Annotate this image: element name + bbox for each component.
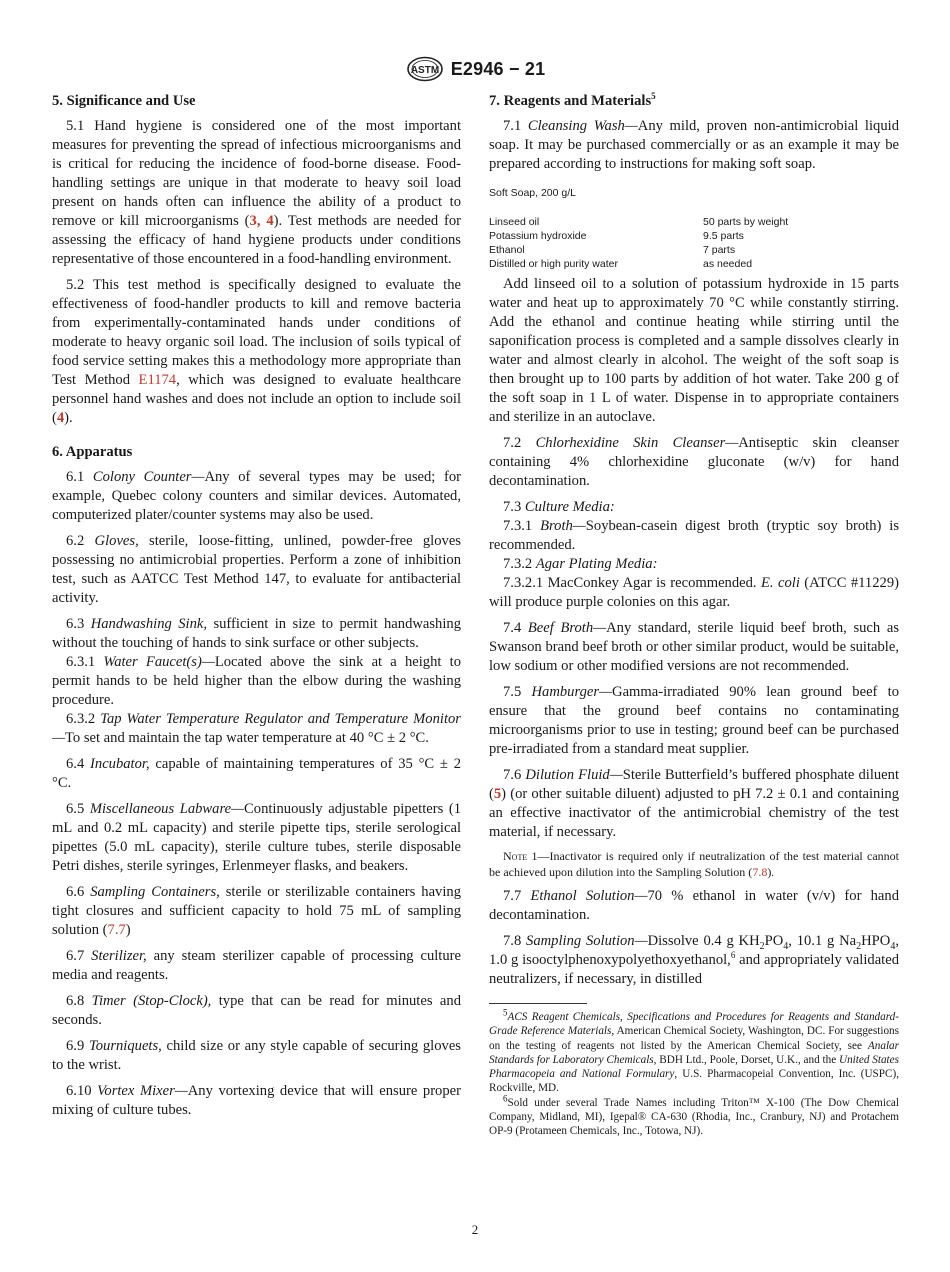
section-link-7-8[interactable]: 7.8 bbox=[752, 864, 768, 879]
paragraph-6-5: 6.5 Miscellaneous Labware—Continuously adjustable pipetters (1 mL and 0.2 mL capacity) and sterile pipette tips, sterile serological pipettes (5.0 mL capacity), sterile culture tubes, sterile disposable Petri dishes, sterile syringes, Erlenmeyer flasks, and beakers. bbox=[52, 801, 461, 874]
paragraph-5-2: 5.2 This test method is specifically designed to evaluate the effectiveness of food-handler products to kill and remove bacteria from experimentally-contaminated hands under conditions of moderate to heavy organic soil load. The inclusion of soils typical of food service setting makes this a methodology more appropriate than Test Method E1174, which was designed to evaluate healthcare personnel hand washes and does not include an option to include soil (4). bbox=[52, 277, 461, 426]
paragraph-7-5: 7.5 Hamburger—Gamma-irradiated 90% lean ground beef to ensure that the ground beef contains no contaminating microorganisms prior to use in testing; ground beef can be purchased pre-irradiated from a standard meat supplier. bbox=[489, 684, 899, 757]
formula-ingredient: Linseed oil bbox=[489, 216, 540, 228]
paragraph-7-1-continued: Add linseed oil to a solution of potassium hydroxide in 15 parts water and heat up to approximately 70 °C while constantly stirring. Add the ethanol and continue heating while stirring until the saponification process is completed and a sample dissolves clearly in water and almost clearly in alcohol. The weight of the soft soap is then brought up to 100 parts by addition of hot water. Take 200 g of the soft soap in 1 L of water. Dispense in to appropriate containers and sterilize in an autoclave. bbox=[489, 276, 899, 425]
footnote-divider bbox=[489, 1003, 587, 1004]
soft-soap-formula-table bbox=[489, 215, 899, 271]
formula-ingredient: Potassium hydroxide bbox=[489, 230, 587, 242]
footnote-5: $^5$ACS Reagent Chemicals, Specifications and Procedures for Reagents and Standard-Grade Reference Materials, American Chemical Society, Washington, DC. For suggestions on the testing of reagents not listed by the American Chemical Society, see Analar Standards for Laboratory Chemicals, BDH Ltd., Poole, Dorset, U.K., and the United States Pharmacopeia and National Formulary, U.S. Pharmacopeial Convention, Inc. (USPC), Rockville, MD. bbox=[489, 1007, 899, 1095]
formula-amount: as needed bbox=[703, 258, 753, 270]
paragraph-6-9: 6.9 Tourniquets, child size or any style capable of securing gloves to the wrist. bbox=[52, 1038, 461, 1073]
paragraph-7-8: 7.8 Sampling Solution—Dissolve 0.4 g $KH_2PO_4$, 10.1 g $Na_2HPO_4$, 1.0 g isooctylphenoxypolyethoxyethanol,$^6$ and appropriately validated neutralizers, if necessary, in distilled bbox=[489, 933, 899, 987]
paragraph-6-8: 6.8 Timer (Stop-Clock), type that can be read for minutes and seconds. bbox=[52, 993, 461, 1028]
left-column bbox=[52, 92, 461, 1120]
paragraph-7-4: 7.4 Beef Broth—Any standard, sterile liquid beef broth, such as Swanson brand beef broth or other similar product, would be suitable, low sodium or other modified versions are not recommended. bbox=[489, 620, 899, 674]
document-number: E2946 − 21 bbox=[450, 58, 546, 79]
section-5-heading: 5. Significance and Use bbox=[52, 93, 196, 109]
paragraph-6-3: 6.3 Handwashing Sink, sufficient in size to permit handwashing without the touching of hands to sink surface or other subjects. bbox=[52, 616, 462, 651]
formula-amount: 7 parts bbox=[703, 244, 736, 256]
paragraph-6-7: 6.7 Sterilizer, any steam sterilizer capable of processing culture media and reagents. bbox=[52, 948, 461, 983]
formula-row bbox=[489, 257, 899, 271]
paragraph-7-3-2-1: 7.3.2.1 MacConkey Agar is recommended. E. coli (ATCC #11229) will produce purple colonies on this agar. bbox=[489, 575, 899, 610]
paragraph-7-6: 7.6 Dilution Fluid—Sterile Butterfield’s buffered phosphate diluent (5) (or other suitable diluent) adjusted to pH 7.2 ± 0.1 and containing an effective inactivator of the antimicrobial chemistry of the test material, if necessary. bbox=[489, 767, 900, 840]
note-1: Note 1—Inactivator is required only if neutralization of the test material cannot be achieved upon dilution into the Sampling Solution (7.8). bbox=[489, 849, 899, 879]
formula-row bbox=[489, 243, 899, 257]
formula-title: Soft Soap, 200 g/L bbox=[489, 187, 576, 199]
paragraph-7-3-2: 7.3.2 Agar Plating Media: bbox=[503, 556, 658, 572]
reference-link[interactable]: 5 bbox=[493, 786, 502, 802]
paragraph-7-7: 7.7 Ethanol Solution—70 % ethanol in water (v/v) for hand decontamination. bbox=[489, 888, 899, 923]
paragraph-6-1: 6.1 Colony Counter—Any of several types may be used; for example, Quebec colony counters and similar devices. Automated, computerized plater/counter systems may also be used. bbox=[52, 469, 461, 523]
paragraph-7-1: 7.1 Cleansing Wash—Any mild, proven non-antimicrobial liquid soap. It may be purchased commercially or as an example it may be prepared according to instructions for making soft soap. bbox=[489, 118, 899, 172]
paragraph-6-6: 6.6 Sampling Containers, sterile or sterilizable containers having tight closures and sufficient capacity to hold 75 mL of sampling solution (7.7) bbox=[52, 884, 461, 938]
reference-link[interactable]: 3, 4 bbox=[249, 213, 274, 229]
paragraph-7-3: 7.3 Culture Media: bbox=[503, 499, 615, 515]
page-number: 2 bbox=[471, 1222, 479, 1237]
paragraph-7-3-1: 7.3.1 Broth—Soybean-casein digest broth (tryptic soy broth) is recommended. bbox=[489, 518, 900, 553]
footnote-6: $^6$Sold under several Trade Names including Triton™ X-100 (The Dow Chemical Company, Midland, MI), Igepal® CA-630 (Rhodia, Inc., Cranbury, NJ) and Protachem OP-9 (Protameen Chemicals, Inc., Totowa, NJ). bbox=[489, 1093, 899, 1138]
section-6-heading: 6. Apparatus bbox=[52, 444, 133, 460]
paragraph-5-1: 5.1 Hand hygiene is considered one of the most important measures for preventing the spread of infectious microorganisms and is critical for reducing the incidence of food-borne disease. Food-handling settings are unique in that moderate to heavy soil load present on hands often can influence the ability of a product to remove or kill microorganisms (3, 4). Test methods are needed for assessing the efficacy of hand hygiene products under conditions representative of those encountered in a food-handling environment. bbox=[52, 118, 462, 267]
section-link-7-7[interactable]: 7.7 bbox=[107, 922, 126, 938]
formula-row bbox=[489, 215, 899, 229]
paragraph-6-4: 6.4 Incubator, capable of maintaining temperatures of 35 °C ± 2 °C. bbox=[52, 756, 461, 791]
svg-text:ASTM: ASTM bbox=[410, 65, 439, 76]
paragraph-6-10: 6.10 Vortex Mixer—Any vortexing device that will ensure proper mixing of culture tubes. bbox=[52, 1083, 461, 1118]
formula-row bbox=[489, 229, 899, 243]
formula-ingredient: Distilled or high purity water bbox=[489, 258, 618, 270]
page-header bbox=[0, 56, 950, 87]
formula-amount: 50 parts by weight bbox=[703, 216, 789, 228]
paragraph-6-3-2: 6.3.2 Tap Water Temperature Regulator and Temperature Monitor—To set and maintain the tap water temperature at 40 °C ± 2 °C. bbox=[52, 711, 461, 746]
right-column bbox=[489, 92, 899, 1139]
standard-link-e1174[interactable]: E1174 bbox=[138, 372, 177, 388]
formula-ingredient: Ethanol bbox=[489, 244, 525, 256]
footnote-marker: 5 bbox=[651, 91, 656, 102]
paragraph-7-2: 7.2 Chlorhexidine Skin Cleanser—Antiseptic skin cleanser containing 4% chlorhexidine gluconate (w/v) for hand decontamination. bbox=[489, 435, 899, 489]
paragraph-6-2: 6.2 Gloves, sterile, loose-fitting, unlined, powder-free gloves possessing no antimicrobial properties. Perform a zone of inhibition test, such as AATCC Test Method 147, to evaluate for antibacterial activity. bbox=[52, 533, 461, 606]
section-7-heading: 7. Reagents and Materials$^5$ bbox=[489, 91, 656, 109]
reference-link[interactable]: 4 bbox=[56, 410, 65, 426]
footnote-marker: 6 bbox=[730, 950, 736, 961]
paragraph-6-3-1: 6.3.1 Water Faucet(s)—Located above the sink at a height to permit hands to be held higher than the elbow during the washing procedure. bbox=[52, 654, 462, 708]
formula-amount: 9.5 parts bbox=[703, 230, 744, 242]
astm-logo-icon bbox=[405, 56, 445, 82]
